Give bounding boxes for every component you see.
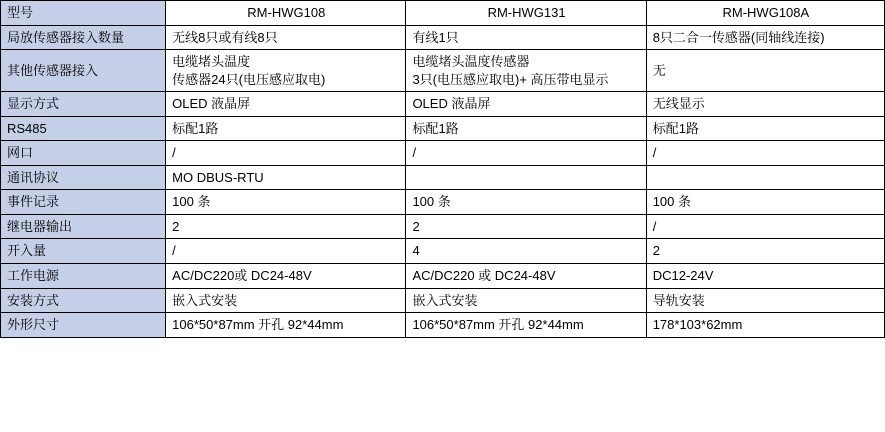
spec-value-cell bbox=[406, 165, 646, 190]
column-header-cell: RM-HWG108 bbox=[166, 1, 406, 26]
spec-value-cell: MO DBUS-RTU bbox=[166, 165, 406, 190]
row-label-cell: 事件记录 bbox=[1, 190, 166, 215]
spec-value-cell: / bbox=[166, 141, 406, 166]
spec-value-cell: AC/DC220 或 DC24-48V bbox=[406, 264, 646, 289]
table-row bbox=[1, 190, 885, 215]
spec-value-cell: 标配1路 bbox=[646, 116, 884, 141]
spec-value-cell: 嵌入式安装 bbox=[166, 288, 406, 313]
spec-value-cell: DC12-24V bbox=[646, 264, 884, 289]
row-label-cell: 继电器输出 bbox=[1, 214, 166, 239]
table-row bbox=[1, 50, 885, 92]
row-label-cell: 开入量 bbox=[1, 239, 166, 264]
table-row bbox=[1, 288, 885, 313]
row-label-cell: 其他传感器接入 bbox=[1, 50, 166, 92]
table-row bbox=[1, 25, 885, 50]
spec-value-cell: 2 bbox=[646, 239, 884, 264]
spec-value-cell: 有线1只 bbox=[406, 25, 646, 50]
spec-value-cell bbox=[406, 50, 646, 92]
spec-value-cell: 无 bbox=[646, 50, 884, 92]
value-line: 电缆堵头温度传感器 bbox=[412, 54, 530, 70]
row-label-cell: 局放传感器接入数量 bbox=[1, 25, 166, 50]
spec-table-body bbox=[1, 1, 885, 338]
spec-value-cell: 无线显示 bbox=[646, 92, 884, 117]
spec-value-cell: 106*50*87mm 开孔 92*44mm bbox=[166, 313, 406, 338]
spec-value-cell: / bbox=[646, 141, 884, 166]
row-label-cell: RS485 bbox=[1, 116, 166, 141]
spec-value-cell: 2 bbox=[166, 214, 406, 239]
value-line: 传感器24只(电压感应取电) bbox=[172, 71, 326, 87]
spec-value-cell: / bbox=[166, 239, 406, 264]
row-label-cell: 工作电源 bbox=[1, 264, 166, 289]
row-label-cell: 型号 bbox=[1, 1, 166, 26]
value-line: 3只(电压感应取电)+ 高压带电显示 bbox=[412, 71, 609, 87]
table-row bbox=[1, 239, 885, 264]
spec-value-cell: 标配1路 bbox=[166, 116, 406, 141]
spec-value-cell: 100 条 bbox=[166, 190, 406, 215]
row-label-cell: 安装方式 bbox=[1, 288, 166, 313]
spec-value-cell: 100 条 bbox=[646, 190, 884, 215]
spec-value-cell: / bbox=[646, 214, 884, 239]
table-row bbox=[1, 116, 885, 141]
spec-value-cell: 2 bbox=[406, 214, 646, 239]
table-row bbox=[1, 214, 885, 239]
spec-value-cell: OLED 液晶屏 bbox=[406, 92, 646, 117]
spec-value-cell: / bbox=[406, 141, 646, 166]
spec-value-cell: 无线8只或有线8只 bbox=[166, 25, 406, 50]
spec-value-cell: 导轨安装 bbox=[646, 288, 884, 313]
row-label-cell: 网口 bbox=[1, 141, 166, 166]
spec-value-cell: 4 bbox=[406, 239, 646, 264]
row-label-cell: 外形尺寸 bbox=[1, 313, 166, 338]
spec-value-cell: 178*103*62mm bbox=[646, 313, 884, 338]
column-header-cell: RM-HWG131 bbox=[406, 1, 646, 26]
value-line: 电缆堵头温度 bbox=[172, 54, 251, 70]
table-row bbox=[1, 264, 885, 289]
spec-value-cell bbox=[166, 50, 406, 92]
spec-value-cell: AC/DC220或 DC24-48V bbox=[166, 264, 406, 289]
spec-value-cell bbox=[646, 165, 884, 190]
row-label-cell: 通讯协议 bbox=[1, 165, 166, 190]
table-row bbox=[1, 141, 885, 166]
table-row bbox=[1, 165, 885, 190]
spec-value-cell: 106*50*87mm 开孔 92*44mm bbox=[406, 313, 646, 338]
spec-value-cell: 8只二合一传感器(同轴线连接) bbox=[646, 25, 884, 50]
spec-value-cell: OLED 液晶屏 bbox=[166, 92, 406, 117]
spec-value-cell: 100 条 bbox=[406, 190, 646, 215]
spec-value-cell: 嵌入式安装 bbox=[406, 288, 646, 313]
table-row bbox=[1, 1, 885, 26]
row-label-cell: 显示方式 bbox=[1, 92, 166, 117]
column-header-cell: RM-HWG108A bbox=[646, 1, 884, 26]
spec-value-cell: 标配1路 bbox=[406, 116, 646, 141]
table-row bbox=[1, 92, 885, 117]
table-row bbox=[1, 313, 885, 338]
